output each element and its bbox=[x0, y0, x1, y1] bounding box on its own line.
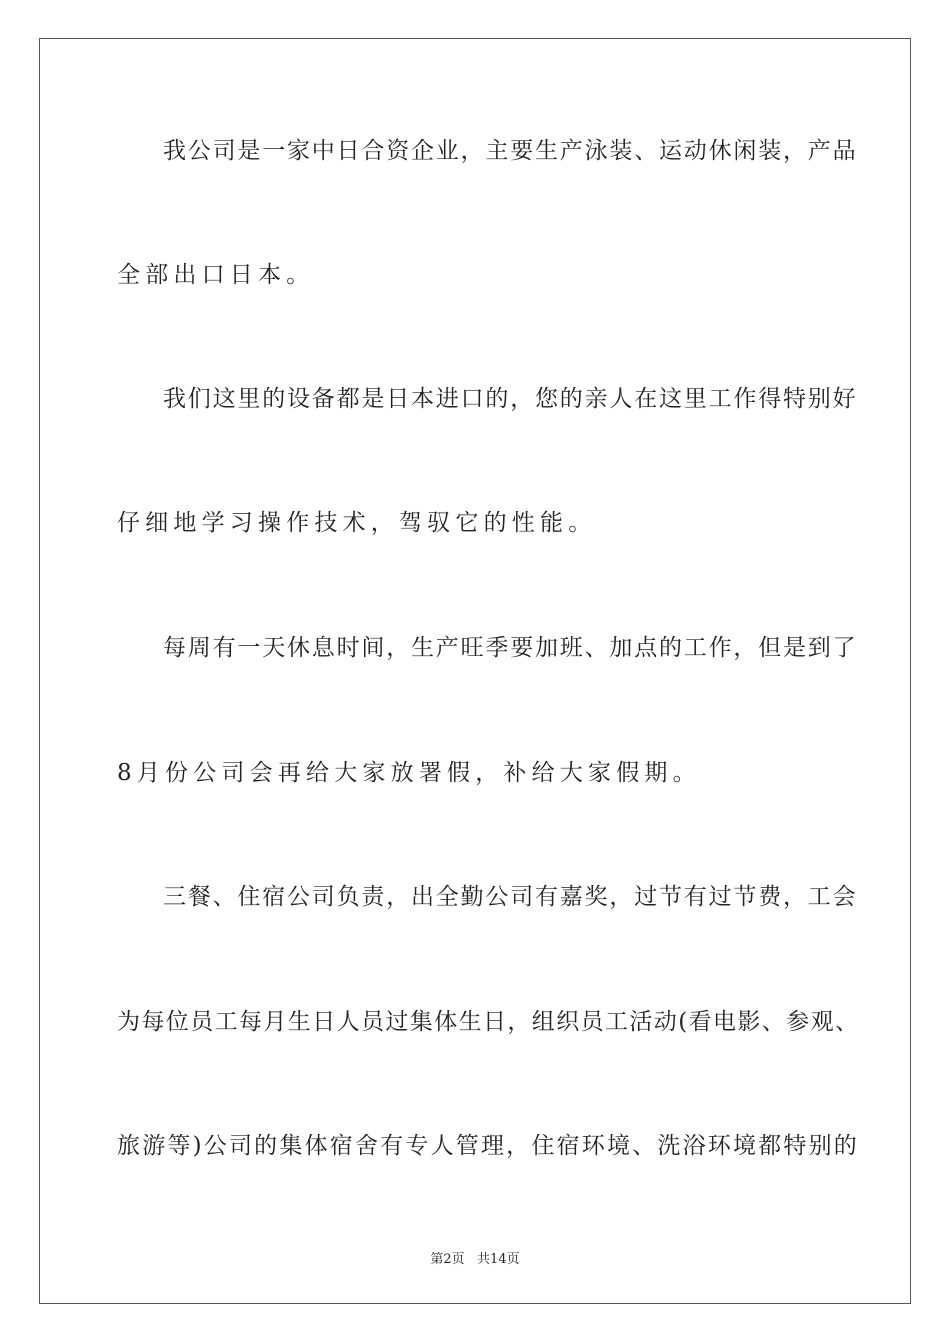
paragraph-1-line-2: 全部出口日本。 bbox=[117, 262, 315, 288]
paragraph-4-line-3: 旅游等)公司的集体宿舍有专人管理，住宿环境、洗浴环境都特别的 bbox=[117, 1133, 859, 1159]
paragraph-2-line-1: 我们这里的设备都是日本进口的，您的亲人在这里工作得特别好 bbox=[163, 386, 858, 412]
paragraph-3-line-1: 每周有一天休息时间，生产旺季要加班、加点的工作，但是到了 bbox=[163, 635, 858, 661]
page-number-footer: 第2页 共14页 bbox=[430, 1252, 520, 1267]
paragraph-3-line-2: 8月份公司会再给大家放署假，补给大家假期。 bbox=[117, 760, 701, 786]
paragraph-4-line-2: 为每位员工每月生日人员过集体生日，组织员工活动(看电影、参观、 bbox=[117, 1009, 860, 1035]
page-border bbox=[39, 38, 911, 1304]
paragraph-1-line-1: 我公司是一家中日合资企业，主要生产泳装、运动休闲装，产品 bbox=[163, 138, 858, 164]
paragraph-2-line-2: 仔细地学习操作技术，驾驭它的性能。 bbox=[117, 510, 597, 536]
paragraph-4-line-1: 三餐、住宿公司负责，出全勤公司有嘉奖，过节有过节费，工会 bbox=[163, 884, 858, 910]
